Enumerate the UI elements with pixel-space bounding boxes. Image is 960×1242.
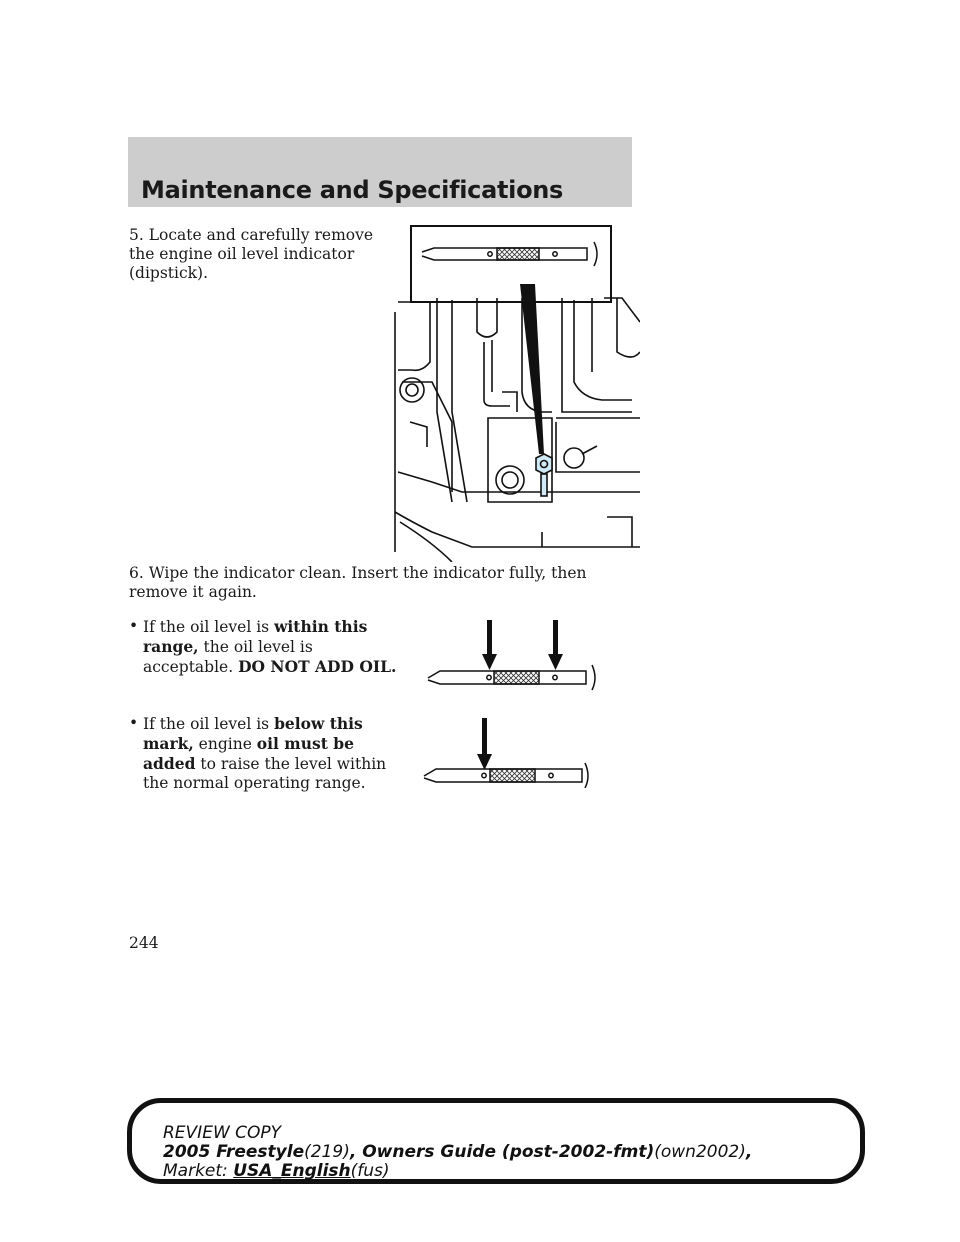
- footer-market-line: Market: USA_English(fus): [163, 1161, 390, 1181]
- step-5-text: 5. Locate and carefully remove the engine oil level indicator (dipstick).: [129, 226, 374, 282]
- bullet-symbol: •: [129, 617, 139, 635]
- within-range-phrase: within this range,: [143, 617, 368, 656]
- footer-review-copy: REVIEW COPY: [163, 1123, 282, 1143]
- bullet-below-mark: • If the oil level is below this mark, engine oil must be added to raise the level within the normal operating range.: [129, 714, 387, 792]
- range-arrow-right-icon: [548, 620, 563, 670]
- do-not-add-oil-warning: DO NOT ADD OIL.: [238, 657, 397, 676]
- bullet-within-range: • If the oil level is within this range, the oil level is acceptable. DO NOT ADD OIL.: [129, 617, 397, 676]
- footer-publication-line: 2005 Freestyle(219), Owners Guide (post-2002-fmt)(own2002),: [163, 1142, 753, 1162]
- engine-dipstick-illustration: [392, 222, 640, 562]
- oil-must-be-added-phrase: oil must be added: [143, 734, 354, 773]
- section-title: Maintenance and Specifications: [141, 176, 564, 204]
- inset-pointer: [520, 284, 544, 454]
- low-mark-arrow-icon: [477, 718, 492, 770]
- engine-bay-drawing: [395, 298, 640, 562]
- below-mark-phrase: below this mark,: [143, 714, 363, 753]
- dipstick-low-diagram: [422, 716, 592, 788]
- step-6-text: 6. Wipe the indicator clean. Insert the indicator fully, then remove it again.: [129, 564, 587, 601]
- range-arrow-left-icon: [482, 620, 497, 670]
- page-number: 244: [129, 934, 159, 952]
- dipstick-cap-icon: [536, 454, 552, 496]
- dipstick-inset-box: [411, 226, 611, 302]
- dipstick-range-diagram: [426, 618, 596, 692]
- bullet-symbol: •: [129, 714, 139, 732]
